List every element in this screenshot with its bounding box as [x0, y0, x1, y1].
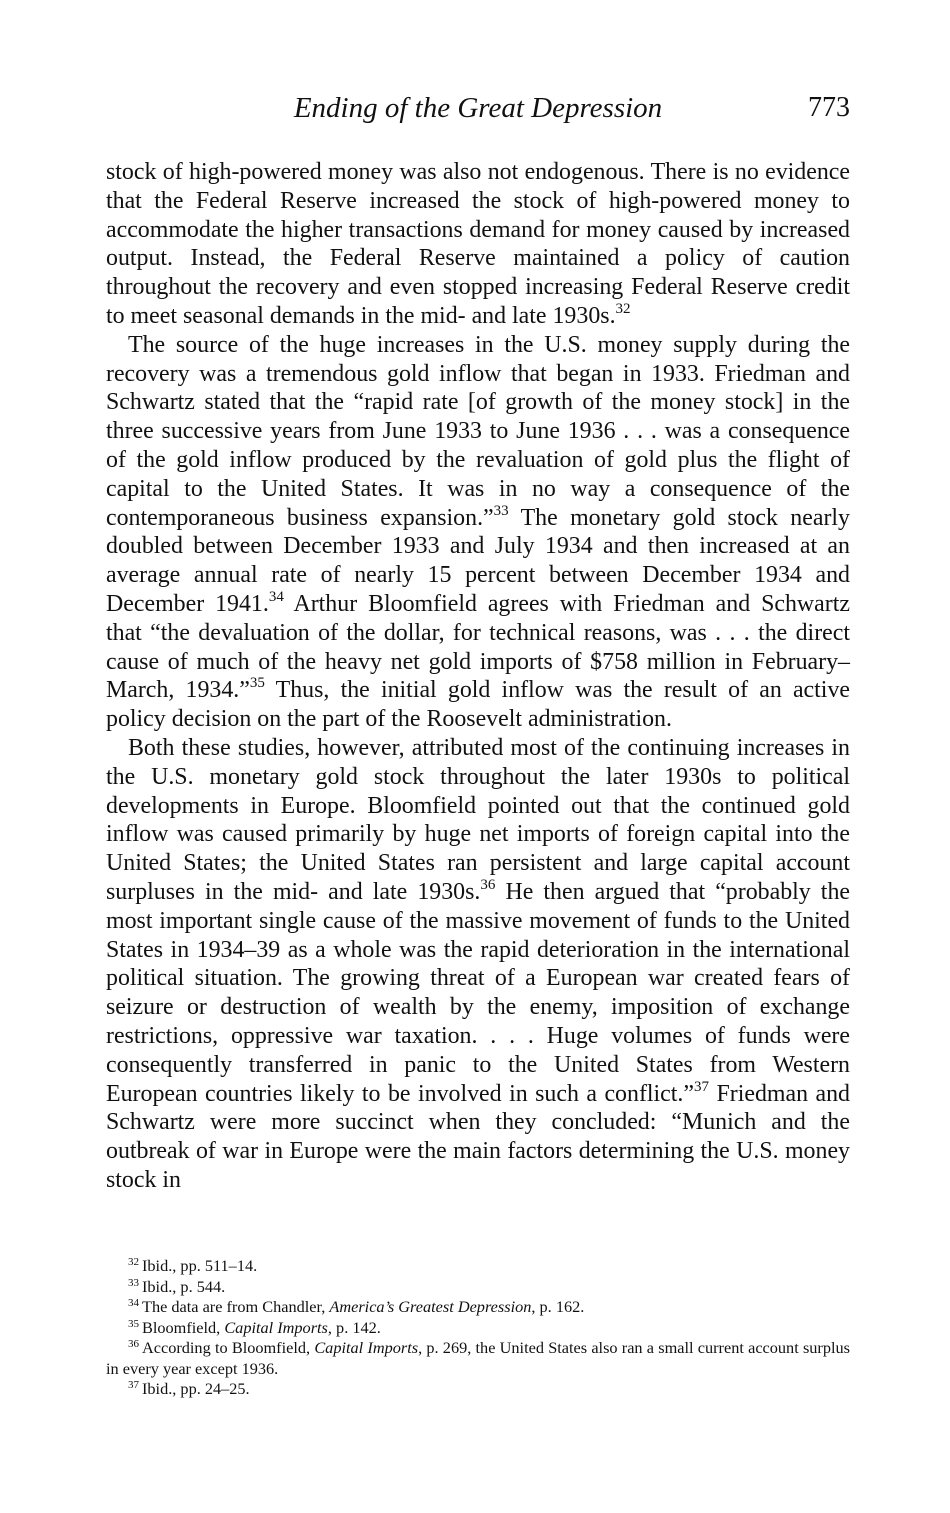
footnote-number: 35: [128, 1317, 139, 1330]
text-run: Arthur Bloomfield agrees with Friedman and Schwartz that “the devaluation of the dollar, for technical reasons, was . . . the direct cause of much of the heavy net gold imports of $758 million in February–March, 1934.”: [106, 590, 850, 704]
footnote-ref: 34: [268, 588, 284, 605]
italic-title: Capital Imports: [224, 1317, 328, 1337]
text-run: , p. 269, the United States also ran a small current account surplus in every year except 1936.: [106, 1338, 850, 1378]
footnote: [106, 1256, 850, 1277]
footnote-number: 34: [128, 1297, 139, 1309]
text-run: The monetary gold stock nearly doubled between December 1933 and July 1934 and then increased at an average annual rate of nearly 15 percent between December 1934 and December 1941.: [106, 504, 850, 617]
footnote: [106, 1297, 850, 1318]
footnotes: [106, 1256, 850, 1400]
footnote: [106, 1318, 850, 1339]
paragraph: [106, 158, 850, 331]
page-header: [106, 88, 850, 128]
footnote-ref: 32: [615, 300, 631, 317]
text-run: stock of high-powered money was also not endogenous. There is no evidence that the Federal Reserve increased the stock of high-powered money to accommodate the higher transactions demand for money caused by increased output. Instead, the Federal Reserve maintained a policy of caution throughout the recovery and even stopped increasing Federal Reserve credit to meet seasonal demands in the mid- and late 1930s.: [106, 159, 850, 329]
text-run: Ibid., pp. 511–14.: [142, 1256, 258, 1275]
footnote: [106, 1379, 850, 1400]
footnote-ref: 36: [480, 876, 496, 893]
footnote-number: 36: [128, 1338, 139, 1350]
footnote-ref: 35: [249, 675, 265, 692]
body-text: [106, 158, 850, 1195]
text-run: Ibid., pp. 24–25.: [142, 1379, 250, 1398]
text-run: The source of the huge increases in the U.S. money supply during the recovery was a tremendous gold inflow that began in 1933. Friedman and Schwartz stated that the “rapid rate [of growth of the money stock] in the three successive years from June 1933 to June 1936 . . . was a consequence of the gold inflow produced by the revaluation of gold plus the flight of capital to the United States. It was in no way a consequence of the contemporaneous business expansion.”: [106, 331, 850, 531]
paragraph: [106, 734, 850, 1195]
footnote-number: 37: [128, 1379, 139, 1391]
text-run: According to Bloomfield,: [142, 1338, 315, 1357]
page-number: 773: [808, 92, 850, 123]
running-title: Ending of the Great Depression: [293, 92, 663, 124]
footnote-ref: 33: [493, 502, 509, 519]
footnote-number: 33: [128, 1276, 139, 1289]
footnote: [106, 1277, 850, 1298]
text-run: Friedman and Schwartz were more succinct when they concluded: “Munich and the outbreak of war in Europe were the main factors determining the U.S. money stock in: [106, 1080, 850, 1193]
italic-title: Capital Imports: [314, 1338, 419, 1357]
text-run: Both these studies, however, attributed most of the continuing increases in the U.S. monetary gold stock throughout the later 1930s to political developments in Europe. Bloomfield pointed out that the continued gold inflow was caused primarily by huge net imports of foreign capital into the United States; the United States ran persistent and large capital account surpluses in the mid- and late 1930s.: [106, 734, 850, 905]
text-run: , p. 162.: [531, 1297, 585, 1316]
text-run: He then argued that “probably the most important single cause of the massive movement of funds to the United States in 1934–39 as a whole was the rapid deterioration in the international political situation. The growing threat of a European war created fears of seizure or destruction of wealth by the enemy, imposition of exchange restrictions, oppressive war taxation. . . . Huge volumes of funds were consequently transferred in panic to the United States from Western European countries likely to be involved in such a conflict.”: [106, 878, 850, 1107]
italic-title: America’s Greatest Depression: [329, 1297, 532, 1316]
text-run: Ibid., p. 544.: [142, 1276, 226, 1296]
text-run: Thus, the initial gold inflow was the result of an active policy decision on the part of the Roosevelt administration.: [106, 677, 850, 733]
footnote-number: 32: [128, 1256, 139, 1268]
paragraph: [106, 331, 850, 734]
footnote-ref: 37: [694, 1078, 709, 1095]
text-run: Bloomfield,: [142, 1317, 225, 1337]
footnote: [106, 1338, 850, 1379]
text-run: , p. 142.: [327, 1317, 381, 1337]
text-run: The data are from Chandler,: [142, 1297, 330, 1316]
